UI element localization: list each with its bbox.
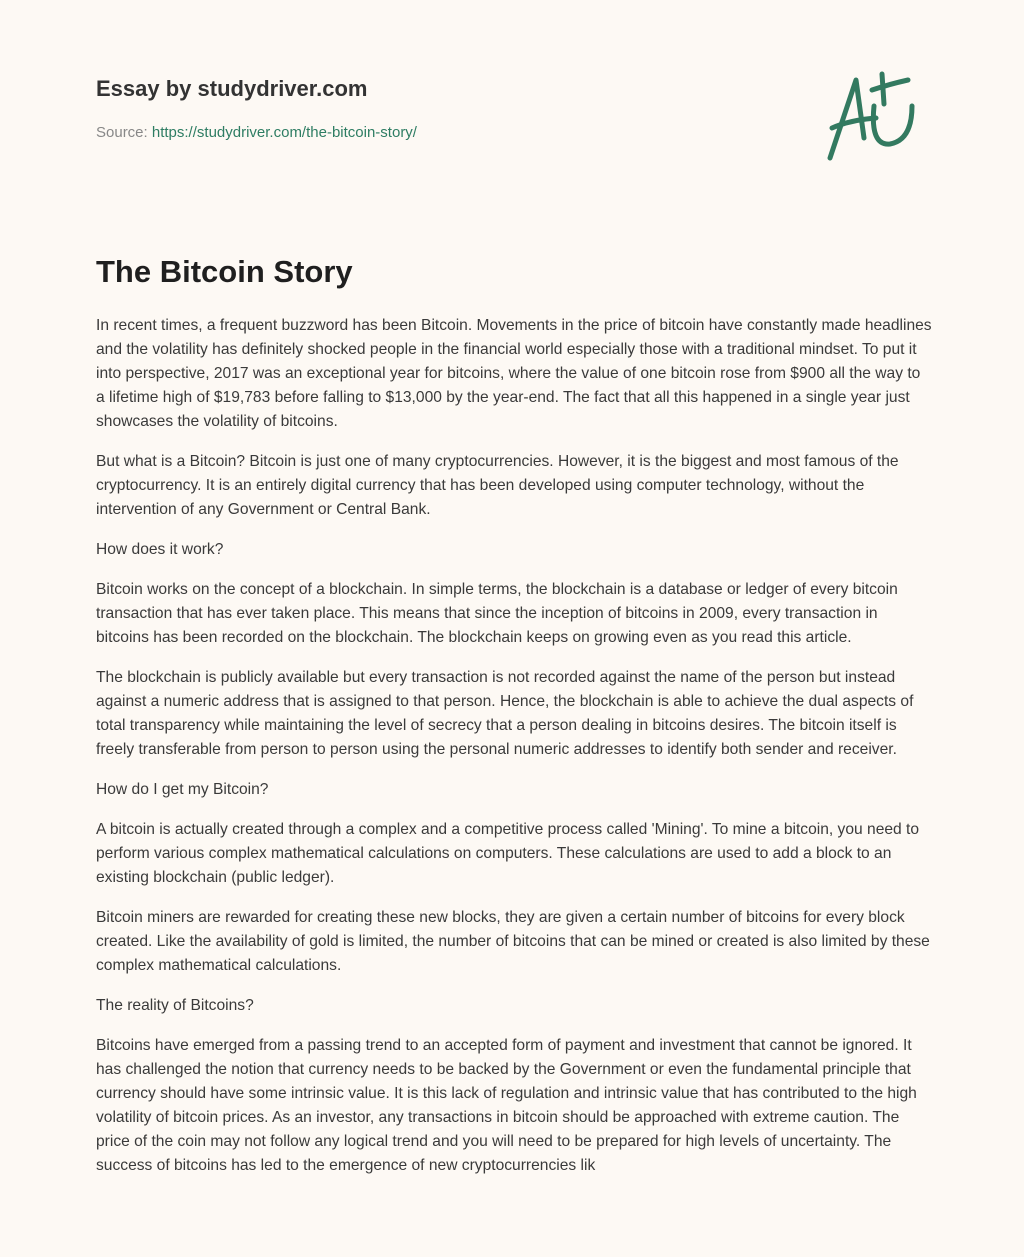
source-label: Source: [96,124,148,141]
source-link[interactable]: https://studydriver.com/the-bitcoin-story/ [151,124,417,141]
paragraph: In recent times, a frequent buzzword has been Bitcoin. Movements in the price of bitcoin have constantly made headlines and the volatility has definitely shocked people in the financial world especially those with a traditional mindset. To put it into perspective, 2017 was an exceptional year for bitcoins, where the value of one bitcoin rose from $900 all the way to a lifetime high of $19,783 before falling to $13,000 by the year-end. The fact that all this happened in a single year just showcases the volatility of bitcoins. [96,317,932,430]
subheading: The reality of Bitcoins? [96,997,254,1014]
subheading: How do I get my Bitcoin? [96,781,269,798]
subheading: How does it work? [96,541,224,558]
paragraph: Bitcoin miners are rewarded for creating these new blocks, they are given a certain number of bitcoins for every block created. Like the availability of gold is limited, the number of bitcoins that can be mined or created is also limited by these complex mathematical calculations. [96,909,930,974]
paragraph: Bitcoins have emerged from a passing trend to an accepted form of payment and investment that cannot be ignored. It has challenged the notion that currency needs to be backed by the Government or even the fundamental principle that currency should have some intrinsic value. It is this lack of regulation and intrinsic value that has contributed to the high volatility of bitcoin prices. As an investor, any transactions in bitcoin should be approached with extreme caution. The price of the coin may not follow any logical trend and you will need to be prepared for high levels of uncertainty. The success of bitcoins has led to the emergence of new cryptocurrencies lik [96,1037,917,1174]
paragraph: But what is a Bitcoin? Bitcoin is just one of many cryptocurrencies. However, it is the biggest and most famous of the cryptocurrency. It is an entirely digital currency that has been developed using computer technology, without the intervention of any Government or Central Bank. [96,453,899,518]
essay-title: The Bitcoin Story [96,254,353,289]
source-line [96,124,417,141]
paragraph: The blockchain is publicly available but every transaction is not recorded against the name of the person but instead against a numeric address that is assigned to that person. Hence, the blockchain is able to achieve the dual aspects of total transparency while maintaining the level of secrecy that a person dealing in bitcoins desires. The bitcoin itself is freely transferable from person to person using the personal numeric addresses to identify both sender and receiver. [96,669,914,758]
site-title: Essay by studydriver.com [96,76,368,101]
a-plus-logo-icon [820,66,930,166]
paragraph: A bitcoin is actually created through a complex and a competitive process called 'Mining'. To mine a bitcoin, you need to perform various complex mathematical calculations on computers. These calculations are used to add a block to an existing blockchain (public ledger). [96,821,920,886]
paragraph: Bitcoin works on the concept of a blockchain. In simple terms, the blockchain is a database or ledger of every bitcoin transaction that has ever taken place. This means that since the inception of bitcoins in 2009, every transaction in bitcoins has been recorded on the blockchain. The blockchain keeps on growing even as you read this article. [96,581,898,646]
essay-body [96,314,932,1194]
